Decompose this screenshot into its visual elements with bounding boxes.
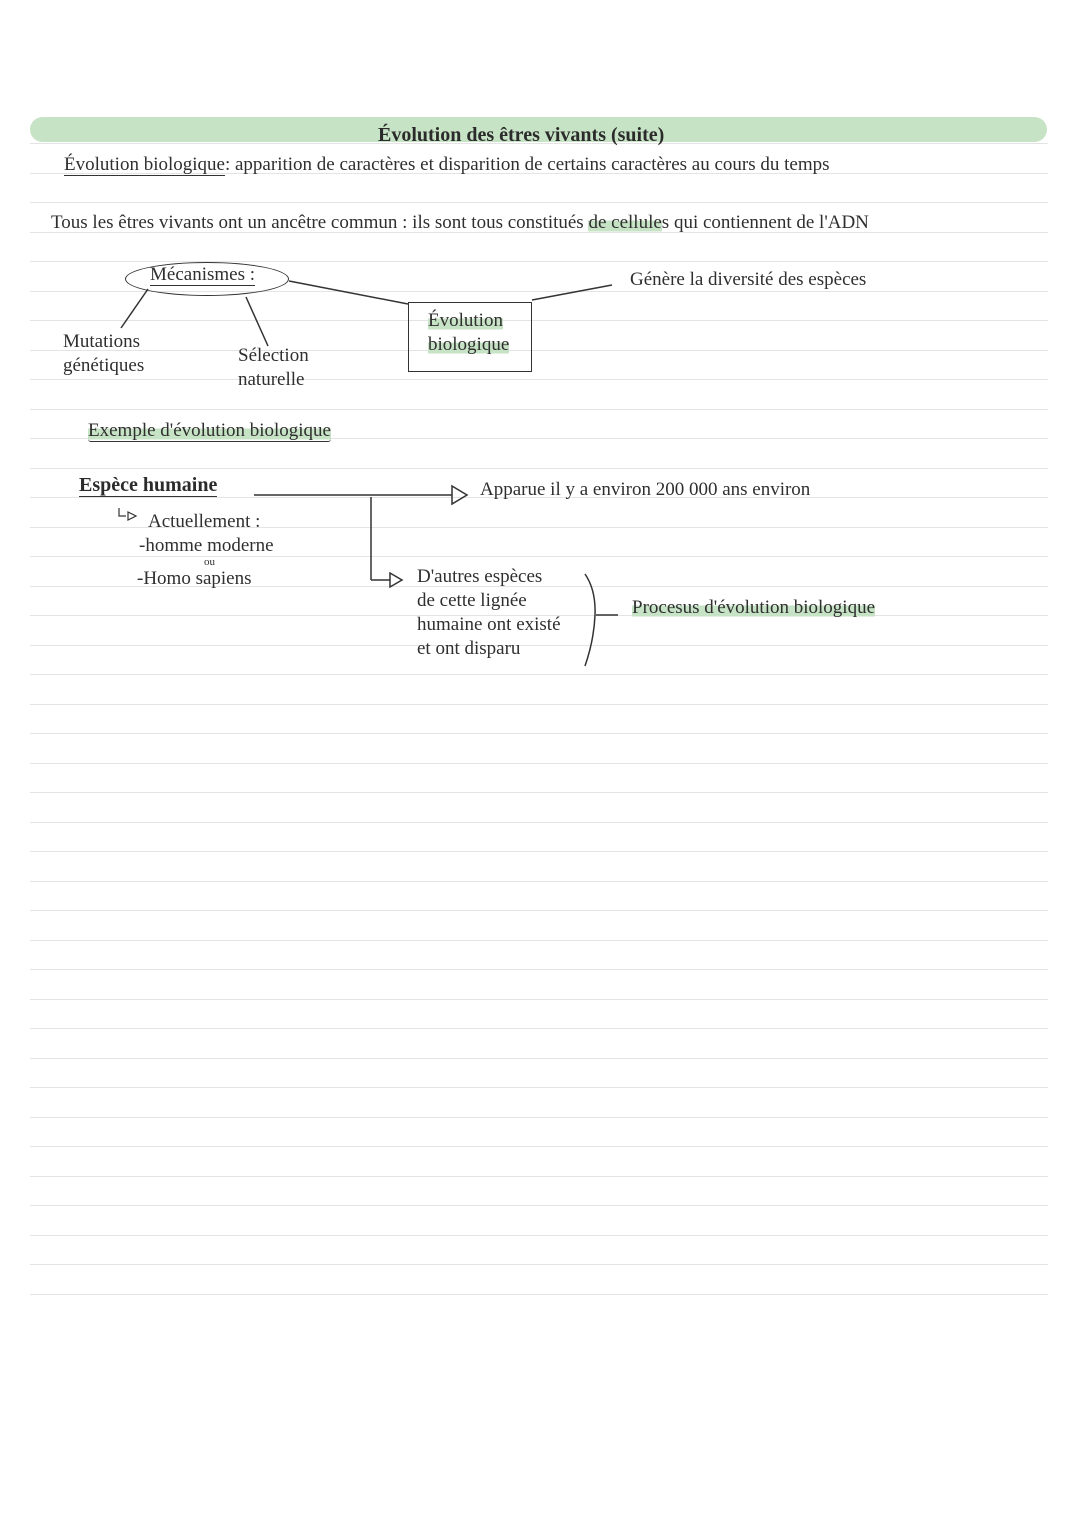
selection-label-1: Sélection <box>238 345 309 366</box>
mutations-label-2: génétiques <box>63 355 145 376</box>
modern-label: -homme moderne <box>139 535 274 556</box>
evolution-box-line-2: biologique <box>428 334 510 355</box>
selection-label-2: naturelle <box>238 369 305 390</box>
definition-term: Évolution biologique <box>64 154 225 175</box>
appeared-label: Apparue il y a environ 200 000 ans environ <box>480 479 811 500</box>
mechanisms-label: Mécanismes : <box>150 264 256 285</box>
ancestor-before: Tous les êtres vivants ont un ancêtre commun : ils sont tous constitués <box>51 212 589 233</box>
brace <box>585 574 595 666</box>
process-label: Procesus d'évolution biologique <box>632 597 876 618</box>
ancestor-after: s qui contiennent de l'ADN <box>661 212 869 233</box>
ancestor-highlight: de cellule <box>588 212 662 233</box>
other-species-3: humaine ont existé <box>417 614 561 635</box>
mutations-label-1: Mutations <box>63 331 141 352</box>
sapiens-label: -Homo sapiens <box>137 568 252 589</box>
page-title: Évolution des êtres vivants (suite) <box>378 124 665 146</box>
definition-text: : apparition de caractères et disparition de certains caractères au cours du temps <box>224 154 830 175</box>
other-species-2: de cette lignée <box>417 590 527 611</box>
arrow-head <box>452 486 467 504</box>
evolution-box-line-1: Évolution <box>428 310 503 331</box>
arrow-head <box>390 573 402 587</box>
diversity-label: Génère la diversité des espèces <box>630 269 867 290</box>
example-heading: Exemple d'évolution biologique <box>88 420 331 441</box>
species-heading: Espèce humaine <box>79 474 218 496</box>
or-label: ou <box>204 556 215 568</box>
other-species-4: et ont disparu <box>417 638 521 659</box>
currently-label: Actuellement : <box>148 511 261 532</box>
other-species-1: D'autres espèces <box>417 566 543 587</box>
